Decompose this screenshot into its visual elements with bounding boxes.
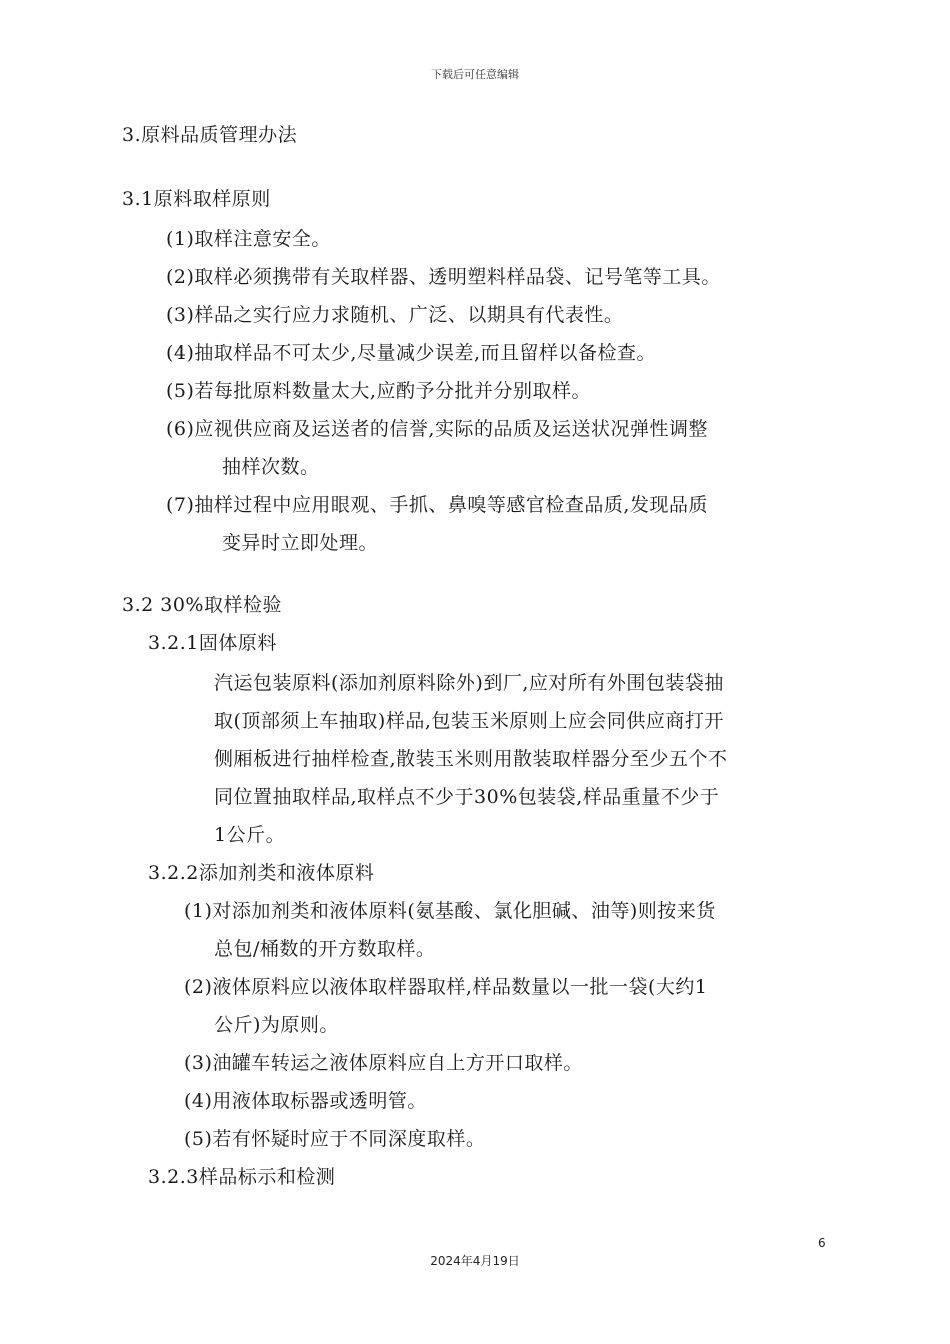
page-footer-date: 2024年4月19日: [430, 1254, 520, 1268]
subsection-title-3-2-1: 3.2.1固体原料: [148, 632, 277, 654]
subsection-title-3-2-3: 3.2.3样品标示和检测: [148, 1166, 336, 1188]
subsection-title-3-2-2: 3.2.2添加剂类和液体原料: [148, 862, 375, 884]
paragraph-line: 同位置抽取样品,取样点不少于30%包装袋,样品重量不少于: [214, 786, 720, 808]
list-item: (1)对添加剂类和液体原料(氨基酸、氯化胆碱、油等)则按来货: [184, 900, 716, 922]
list-item: (5)若有怀疑时应于不同深度取样。: [184, 1128, 486, 1150]
list-item: (1)取样注意安全。: [166, 228, 331, 250]
list-item: (2)取样必须携带有关取样器、透明塑料样品袋、记号笔等工具。: [166, 266, 721, 288]
list-item-continuation: 公斤)为原则。: [214, 1014, 339, 1036]
subsection-title-3-2: 3.2 30%取样检验: [122, 594, 282, 616]
list-item: (5)若每批原料数量太大,应酌予分批并分别取样。: [166, 380, 591, 402]
list-item-continuation: 总包/桶数的开方数取样。: [214, 938, 436, 960]
list-item: (2)液体原料应以液体取样器取样,样品数量以一批一袋(大约1: [184, 976, 708, 998]
section-title: 3.原料品质管理办法: [122, 124, 298, 146]
list-item: (3)样品之实行应力求随机、广泛、以期具有代表性。: [166, 304, 624, 326]
list-item: (7)抽样过程中应用眼观、手抓、鼻嗅等感官检查品质,发现品质: [166, 494, 708, 516]
paragraph-line: 1公斤。: [214, 824, 286, 846]
list-item: (3)油罐车转运之液体原料应自上方开口取样。: [184, 1052, 583, 1074]
paragraph-line: 侧厢板进行抽样检查,散装玉米则用散装取样器分至少五个不: [214, 748, 728, 770]
page-header: 下载后可任意编辑: [431, 68, 519, 81]
list-item: (4)抽取样品不可太少,尽量减少误差,而且留样以备检查。: [166, 342, 656, 364]
list-item: (4)用液体取标器或透明管。: [184, 1090, 427, 1112]
paragraph-line: 汽运包装原料(添加剂原料除外)到厂,应对所有外围包装袋抽: [214, 672, 724, 694]
list-item-continuation: 变异时立即处理。: [222, 532, 379, 554]
paragraph-line: 取(顶部须上车抽取)样品,包装玉米原则上应会同供应商打开: [214, 710, 724, 732]
list-item-continuation: 抽样次数。: [222, 456, 320, 478]
list-item: (6)应视供应商及运送者的信誉,实际的品质及运送状况弹性调整: [166, 418, 708, 440]
page-number: 6: [818, 1236, 826, 1250]
subsection-title-3-1: 3.1原料取样原则: [122, 188, 271, 210]
